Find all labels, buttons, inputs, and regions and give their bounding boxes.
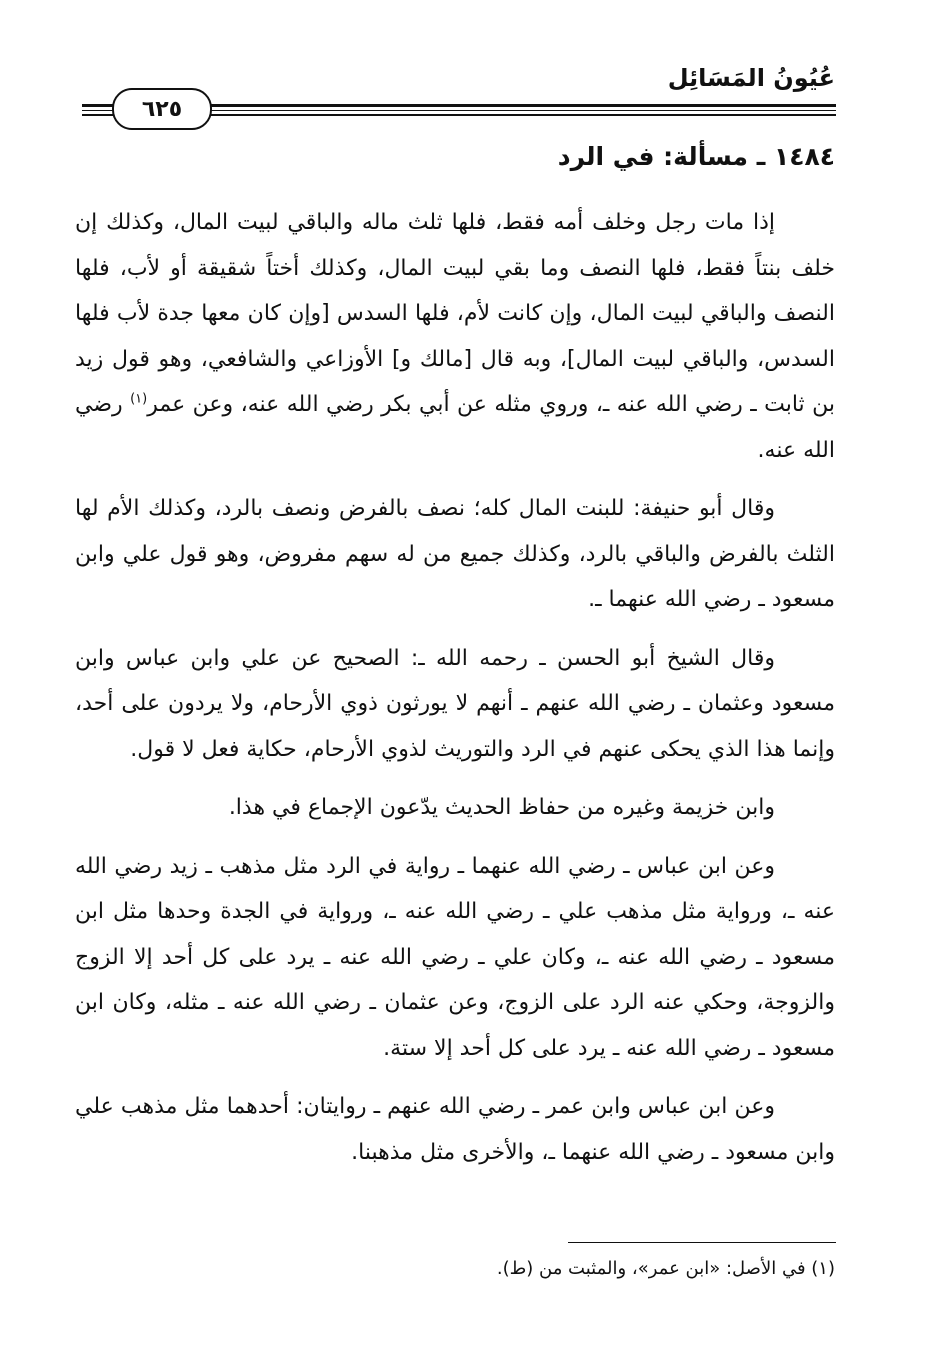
footnote-divider [568,1242,836,1243]
paragraph-1 [75,200,835,473]
body-text [75,200,835,1188]
paragraph-5: وعن ابن عباس ـ رضي الله عنهما ـ رواية في الرد مثل مذهب ـ زيد رضي الله عنه ـ، ورواية مثل مذهب علي ـ رضي الله عنه ـ، ورواية في الجدة وحدها مثل ابن مسعود ـ رضي الله عنه ـ، وكان علي ـ رضي الله عنه ـ يرد على كل أحد إلا الزوج والزوجة، وحكي عنه الرد على الزوج، وعن عثمان ـ رضي الله عنه ـ مثله، وكان ابن مسعود ـ رضي الله عنه ـ يرد على كل أحد إلا ستة. [75,853,835,1061]
paragraph-2: وقال أبو حنيفة: للبنت المال كله؛ نصف بالفرض ونصف بالرد، وكذلك الأم لها الثلث بالفرض والباقي بالرد، وكذلك جميع من له سهم مفروض، وهو قول علي وابن مسعود ـ رضي الله عنهما ـ. [75,496,835,612]
section-heading: ١٤٨٤ ـ مسألة: في الرد [557,142,835,171]
paragraph-1-tail: رضي الله عنه. [75,392,835,463]
paragraph-3: وقال الشيخ أبو الحسن ـ رحمه الله ـ: الصحيح عن علي وابن عباس وابن مسعود وعثمان ـ رضي الله عنهم ـ أنهم لا يورثون ذوي الأرحام، ولا يردون على أحد، وإنما هذا الذي يحكى عنهم في الرد والتوريث لذوي الأرحام، حكاية فعل لا قول. [75,645,835,762]
paragraph-4: وابن خزيمة وغيره من حفاظ الحديث يدّعون الإجماع في هذا. [228,795,775,820]
footnote: (١) في الأصل: «ابن عمر»، والمثبت من (ط). [496,1258,835,1279]
page-number: ٦٢٥ [112,88,212,130]
paragraph-6: وعن ابن عباس وابن عمر ـ رضي الله عنهم ـ روايتان: أحدهما مثل مذهب علي وابن مسعود ـ رضي الله عنهما ـ، والأخرى مثل مذهبنا. [75,1094,835,1165]
paragraph-1-text: إذا مات رجل وخلف أمه فقط، فلها ثلث ماله والباقي لبيت المال، وكذلك إن خلف بنتاً فقط، فلها النصف وما بقي لبيت المال، وكذلك أختاً شقيقة أو لأب، فلها النصف والباقي لبيت المال، وإن كانت لأم، فلها السدس [وإن كان معها جدة لأب فلها السدس، والباقي لبيت المال]، وبه قال [مالك و] الأوزاعي والشافعي، وهو قول زيد بن ثابت ـ رضي الله عنه ـ، وروي مثله عن أبي بكر رضي الله عنه، وعن عمر [75,210,835,417]
running-header-title: عُيُونُ المَسَائِل [667,64,835,92]
footnote-reference[interactable]: (١) [130,391,148,407]
